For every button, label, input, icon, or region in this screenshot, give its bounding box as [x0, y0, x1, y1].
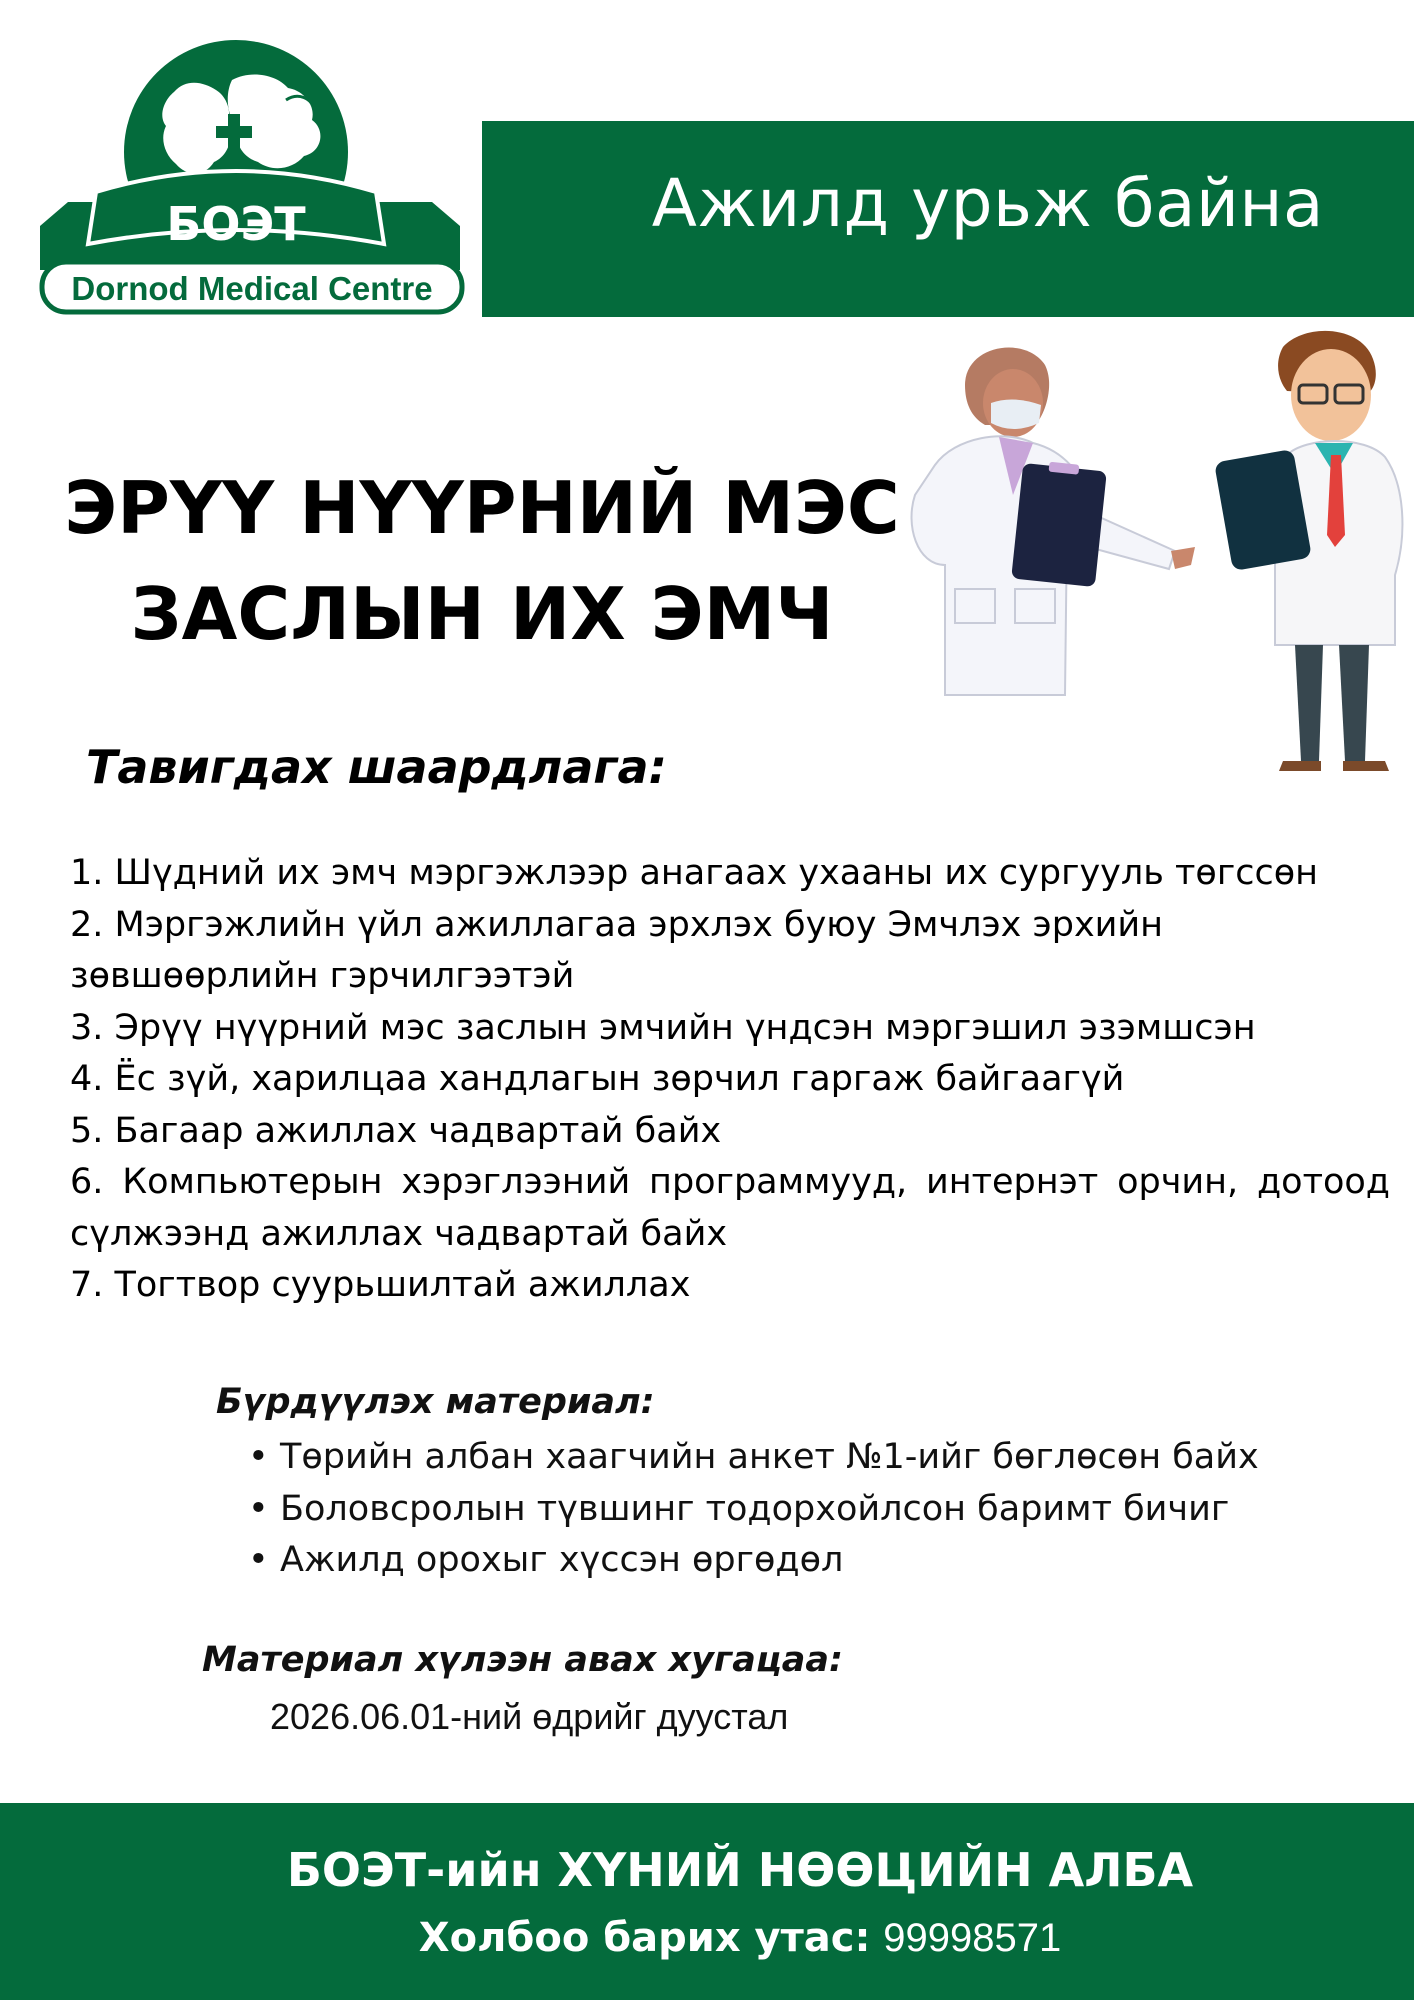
- job-title-line-2: ЗАСЛЫН ИХ ЭМЧ: [130, 572, 834, 656]
- bullet-icon: •: [248, 1488, 269, 1529]
- footer-banner: [0, 1803, 1414, 2000]
- list-item: [248, 1535, 1259, 1587]
- logo-name: Dornod Medical Centre: [71, 270, 433, 307]
- materials-list: [248, 1432, 1259, 1587]
- doctors-illustration: [895, 325, 1414, 785]
- list-item-text: Төрийн албан хаагчийн анкет №1-ийг бөглөсөн байх: [280, 1437, 1259, 1477]
- list-item: 4. Ёс зүй, харилцаа хандлагын зөрчил гаргаж байгаагүй: [70, 1059, 1125, 1099]
- bullet-icon: •: [248, 1540, 269, 1580]
- list-item: [248, 1484, 1259, 1536]
- list-item: 1. Шүдний их эмч мэргэжлээр анагаах ухааны их сургууль төгссөн: [70, 853, 1318, 893]
- list-item: 2. Мэргэжлийн үйл ажиллагаа эрхлэх буюу Эмчлэх эрхийн зөвшөөрлийн гэрчилгээтэй: [70, 904, 1164, 996]
- list-item: 6. Компьютерын хэрэглээний программууд, интернэт орчин, дотоод сүлжээнд ажиллах чадвартай байх: [70, 1162, 1390, 1254]
- logo-abbr: БОЭТ: [166, 197, 306, 251]
- footer-contact: [0, 1915, 1414, 1961]
- male-doctor-icon: [1214, 331, 1402, 771]
- dornod-medical-centre-logo: [36, 30, 482, 320]
- list-item: 7. Тогтвор суурьшилтай ажиллах: [70, 1265, 691, 1305]
- job-title: [62, 455, 902, 667]
- header-title: Ажилд урьж байна: [651, 165, 1324, 242]
- list-item: [248, 1432, 1259, 1484]
- header-banner: [482, 121, 1414, 317]
- bullet-icon: •: [248, 1437, 269, 1477]
- phone-number: 99998571: [883, 1916, 1062, 1960]
- list-item-text: Ажилд орохыг хүссэн өргөдөл: [280, 1540, 844, 1580]
- job-title-line-1: ЭРҮҮ НҮҮРНИЙ МЭС: [64, 466, 900, 550]
- female-doctor-icon: [912, 348, 1195, 695]
- list-item: 5. Багаар ажиллах чадвартай байх: [70, 1110, 722, 1151]
- deadline-value: 2026.06.01-ний өдрийг дуустал: [270, 1696, 789, 1737]
- list-item: 3. Эрүү нүүрний мэс заслын эмчийн үндсэн мэргэшил эзэмшсэн: [70, 1007, 1256, 1048]
- deadline-heading: Материал хүлээн авах хугацаа:: [202, 1640, 843, 1680]
- requirements-heading: Тавигдах шаардлага:: [86, 740, 667, 794]
- contact-label: Холбоо барих утас:: [418, 1915, 871, 1961]
- materials-heading: Бүрдүүлэх материал:: [216, 1382, 655, 1422]
- requirements-list: [70, 848, 1390, 1312]
- footer-org-name: БОЭТ-ийн ХҮНИЙ НӨӨЦИЙН АЛБА: [286, 1843, 1194, 1897]
- list-item-text: Боловсролын түвшинг тодорхойлсон баримт бичиг: [280, 1488, 1230, 1529]
